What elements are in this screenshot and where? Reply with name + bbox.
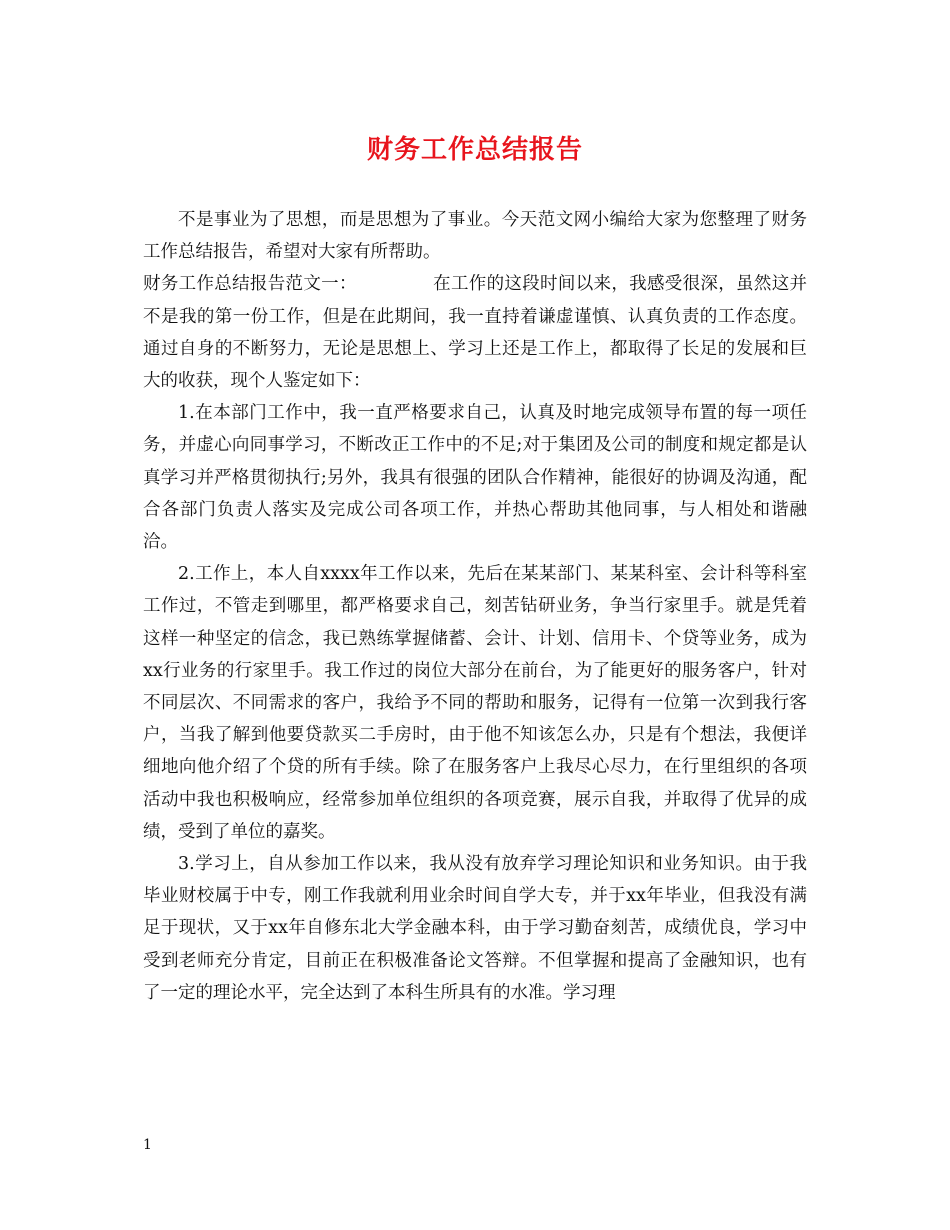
page-number: 1 <box>143 1137 152 1153</box>
intro-paragraph: 不是事业为了思想，而是思想为了事业。今天范文网小编给大家为您整理了财务工作总结报告，希望对大家有所帮助。 <box>143 210 807 263</box>
document-body <box>143 204 807 1009</box>
document-title: 财务工作总结报告 <box>366 135 583 165</box>
point-3-paragraph: 3.学习上，自从参加工作以来，我从没有放弃学习理论知识和业务知识。由于我毕业财校属于中专，刚工作我就利用业余时间自学大专，并于xx年毕业，但我没有满足于现状，又于xx年自修东北大学金融本科，由于学习勤奋刻苦，成绩优良，学习中受到老师充分肯定，目前正在积极准备论文答辩。不但掌握和提高了金融知识，也有了一定的理论水平，完全达到了本科生所具有的水准。学习理 <box>143 854 807 1003</box>
point-2-paragraph: 2.工作上，本人自xxxx年工作以来，先后在某某部门、某某科室、会计科等科室工作过，不管走到哪里，都严格要求自己，刻苦钻研业务，争当行家里手。就是凭着这样一种坚定的信念，我已熟练掌握储蓄、会计、计划、信用卡、个贷等业务，成为xx行业务的行家里手。我工作过的岗位大部分在前台，为了能更好的服务客户，针对不同层次、不同需求的客户，我给予不同的帮助和服务，记得有一位第一次到我行客户，当我了解到他要贷款买二手房时，由于他不知该怎么办，只是有个想法，我便详细地向他介绍了个贷的所有手续。除了在服务客户上我尽心尽力，在行里组织的各项活动中我也积极响应，经常参加单位组织的各项竞赛，展示自我，并取得了优异的成绩，受到了单位的嘉奖。 <box>143 564 807 842</box>
sample-paragraph <box>143 268 807 397</box>
point-1-paragraph: 1.在本部门工作中，我一直严格要求自己，认真及时地完成领导布置的每一项任务，并虚心向同事学习，不断改正工作中的不足;对于集团及公司的制度和规定都是认真学习并严格贯彻执行;另外，我具有很强的团队合作精神，能很好的协调及沟通，配合各部门负责人落实及完成公司各项工作，并热心帮助其他同事，与人相处和谐融洽。 <box>143 403 807 553</box>
sample-label: 财务工作总结报告范文一： <box>143 274 357 295</box>
sample-opening: 在工作的这段时间以来，我感受很深，虽然这并不是我的第一份工作，但是在此期间，我一直持着谦虚谨慎、认真负责的工作态度。通过自身的不断努力，无论是思想上、学习上还是工作上，都取得了长足的发展和巨大的收获，现个人鉴定如下： <box>143 274 808 392</box>
